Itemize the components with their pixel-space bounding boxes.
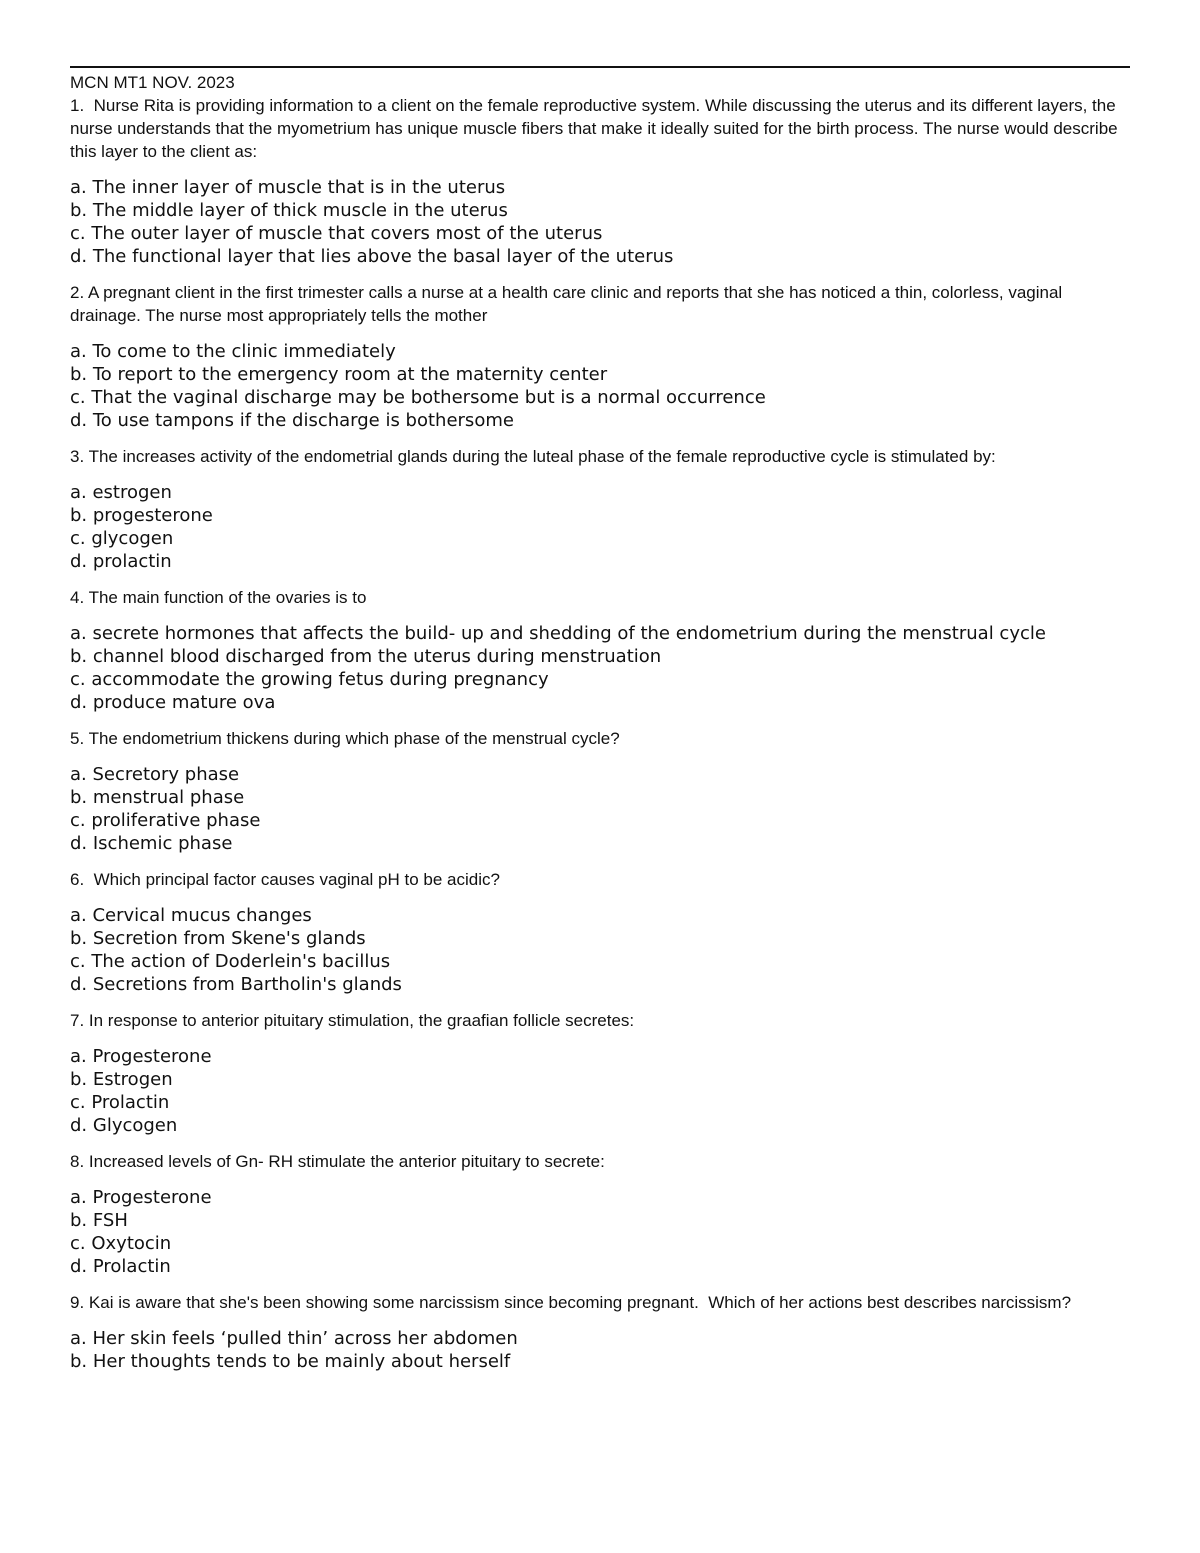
- question-6: [70, 868, 1130, 996]
- option-list: [70, 176, 1130, 268]
- question-stem: 1. Nurse Rita is providing information to a client on the female reproductive system. While discussing the uterus and its different layers, the nurse understands that the myometrium has unique muscle fibers that make it ideally suited for the birth process. The nurse would describe this layer to the client as:: [70, 96, 1123, 161]
- option-list: [70, 904, 1130, 996]
- option-list: [70, 1186, 1130, 1278]
- question-stem: 3. The increases activity of the endometrial glands during the luteal phase of the female reproductive cycle is stimulated by:: [70, 447, 996, 466]
- question-stem: 6. Which principal factor causes vaginal pH to be acidic?: [70, 870, 500, 889]
- option-a: a. Progesterone: [70, 1046, 212, 1067]
- option-c: c. Prolactin: [70, 1092, 170, 1113]
- question-5: [70, 727, 1130, 855]
- document-page: [70, 66, 1130, 1386]
- option-d: d. Ischemic phase: [70, 833, 233, 854]
- question-2: [70, 281, 1130, 432]
- top-rule-divider: [70, 66, 1130, 68]
- question-7: [70, 1009, 1130, 1137]
- option-c: c. The action of Doderlein's bacillus: [70, 951, 391, 972]
- option-a: a. Secretory phase: [70, 764, 240, 785]
- question-3: [70, 445, 1130, 573]
- option-b: b. To report to the emergency room at the maternity center: [70, 364, 608, 385]
- question-stem: 8. Increased levels of Gn- RH stimulate the anterior pituitary to secrete:: [70, 1152, 605, 1171]
- option-a: a. Progesterone: [70, 1187, 212, 1208]
- option-list: [70, 1045, 1130, 1137]
- option-c: c. The outer layer of muscle that covers most of the uterus: [70, 223, 603, 244]
- option-a: a. Her skin feels ‘pulled thin’ across her abdomen: [70, 1328, 518, 1349]
- question-stem: 2. A pregnant client in the first trimester calls a nurse at a health care clinic and reports that she has noticed a thin, colorless, vaginal drainage. The nurse most appropriately tells the mother: [70, 283, 1067, 325]
- question-stem: 4. The main function of the ovaries is to: [70, 588, 367, 607]
- question-1: [70, 94, 1130, 268]
- question-9: [70, 1291, 1130, 1373]
- option-b: b. menstrual phase: [70, 787, 245, 808]
- option-d: d. produce mature ova: [70, 692, 276, 713]
- option-a: a. Cervical mucus changes: [70, 905, 312, 926]
- option-c: c. proliferative phase: [70, 810, 261, 831]
- option-c: c. glycogen: [70, 528, 174, 549]
- question-stem: 9. Kai is aware that she's been showing some narcissism since becoming pregnant. Which of her actions best describes narcissism?: [70, 1293, 1072, 1312]
- question-stem: 7. In response to anterior pituitary stimulation, the graafian follicle secretes:: [70, 1011, 635, 1030]
- question-8: [70, 1150, 1130, 1278]
- option-b: b. Secretion from Skene's glands: [70, 928, 366, 949]
- option-a: a. To come to the clinic immediately: [70, 341, 396, 362]
- option-b: b. Estrogen: [70, 1069, 173, 1090]
- option-list: [70, 1327, 1130, 1373]
- option-list: [70, 340, 1130, 432]
- option-a: a. estrogen: [70, 482, 172, 503]
- option-d: d. Prolactin: [70, 1256, 171, 1277]
- option-a: a. secrete hormones that affects the build- up and shedding of the endometrium during the menstrual cycle: [70, 623, 1046, 644]
- option-list: [70, 763, 1130, 855]
- option-b: b. FSH: [70, 1210, 128, 1231]
- option-d: d. To use tampons if the discharge is bothersome: [70, 410, 514, 431]
- option-c: c. accommodate the growing fetus during pregnancy: [70, 669, 549, 690]
- option-c: c. Oxytocin: [70, 1233, 172, 1254]
- option-d: d. Glycogen: [70, 1115, 178, 1136]
- option-c: c. That the vaginal discharge may be bothersome but is a normal occurrence: [70, 387, 766, 408]
- question-stem: 5. The endometrium thickens during which phase of the menstrual cycle?: [70, 729, 620, 748]
- option-b: b. The middle layer of thick muscle in the uterus: [70, 200, 508, 221]
- question-4: [70, 586, 1130, 714]
- option-d: d. The functional layer that lies above the basal layer of the uterus: [70, 246, 674, 267]
- option-list: [70, 481, 1130, 573]
- option-d: d. prolactin: [70, 551, 172, 572]
- option-d: d. Secretions from Bartholin's glands: [70, 974, 402, 995]
- option-list: [70, 622, 1130, 714]
- option-a: a. The inner layer of muscle that is in the uterus: [70, 177, 506, 198]
- option-b: b. Her thoughts tends to be mainly about herself: [70, 1351, 511, 1372]
- document-title: MCN MT1 NOV. 2023: [70, 73, 235, 92]
- option-b: b. channel blood discharged from the uterus during menstruation: [70, 646, 662, 667]
- option-b: b. progesterone: [70, 505, 213, 526]
